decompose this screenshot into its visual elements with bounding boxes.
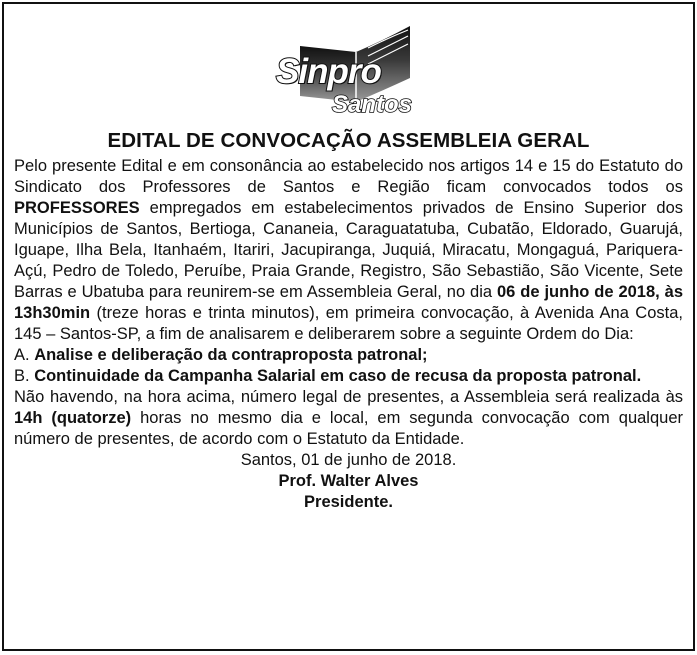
- intro-text-1: Pelo presente Edital e em consonância ao estabelecido nos artigos 14 e 15 do Estatuto do Sindicato dos Professores de Santos e Região ficam convocados todos os: [14, 157, 683, 196]
- agenda-text: Analise e deliberação da contraproposta patronal;: [34, 346, 428, 364]
- agenda-marker: B.: [14, 367, 35, 385]
- logo-area: [4, 4, 693, 134]
- logo-city: Santos: [332, 91, 413, 118]
- intro-text-2: empregados em estabelecimentos privados de Ensino Superior dos Municípios de Santos, Bertioga, Cananeia, Caraguatatuba, Cubatão, Eldorado, Guarujá, Iguape, Ilha Bela, Itanhaém, Itariri, Jacupiranga, Juquiá, Miracatu, Mongaguá, Pariquera-Açú, Pedro de Toledo, Peruíbe, Praia Grande, Registro, São Sebastião, São Vicente, Sete Barras e Ubatuba para reunirem-se em Assembleia Geral, no dia: [14, 199, 683, 301]
- agenda-marker: A.: [14, 346, 35, 364]
- signer-name: Prof. Walter Alves: [278, 472, 419, 490]
- second-call-text-2: horas no mesmo dia e local, em segunda convocação com qualquer número de presentes, de acordo com o Estatuto da Entidade.: [14, 409, 683, 448]
- intro-professores: PROFESSORES: [14, 199, 140, 217]
- second-call-time: 14h (quatorze): [14, 409, 132, 427]
- page-title: EDITAL DE CONVOCAÇÃO ASSEMBLEIA GERAL: [107, 129, 590, 152]
- agenda-item-a: [14, 345, 683, 366]
- meeting-date: 06 de junho de 2018, às 13h30min: [14, 283, 683, 322]
- logo-wordmark: Sinpro: [276, 52, 381, 91]
- notice-body: [14, 156, 683, 513]
- intro-paragraph: [14, 156, 683, 345]
- second-call-text-1: Não havendo, na hora acima, número legal de presentes, a Assembleia será realizada às: [14, 388, 683, 406]
- agenda-item-b: [14, 366, 683, 387]
- edital-notice: [2, 2, 695, 651]
- signer-role: Presidente.: [304, 493, 393, 511]
- second-call-paragraph: [14, 387, 683, 450]
- intro-text-3: (treze horas e trinta minutos), em primeira convocação, à Avenida Ana Costa, 145 – Santos-SP, a fim de analisarem e deliberarem sobre a seguinte Ordem do Dia:: [14, 304, 683, 343]
- place-date: Santos, 01 de junho de 2018.: [240, 451, 457, 469]
- agenda-text: Continuidade da Campanha Salarial em caso de recusa da proposta patronal.: [34, 367, 642, 385]
